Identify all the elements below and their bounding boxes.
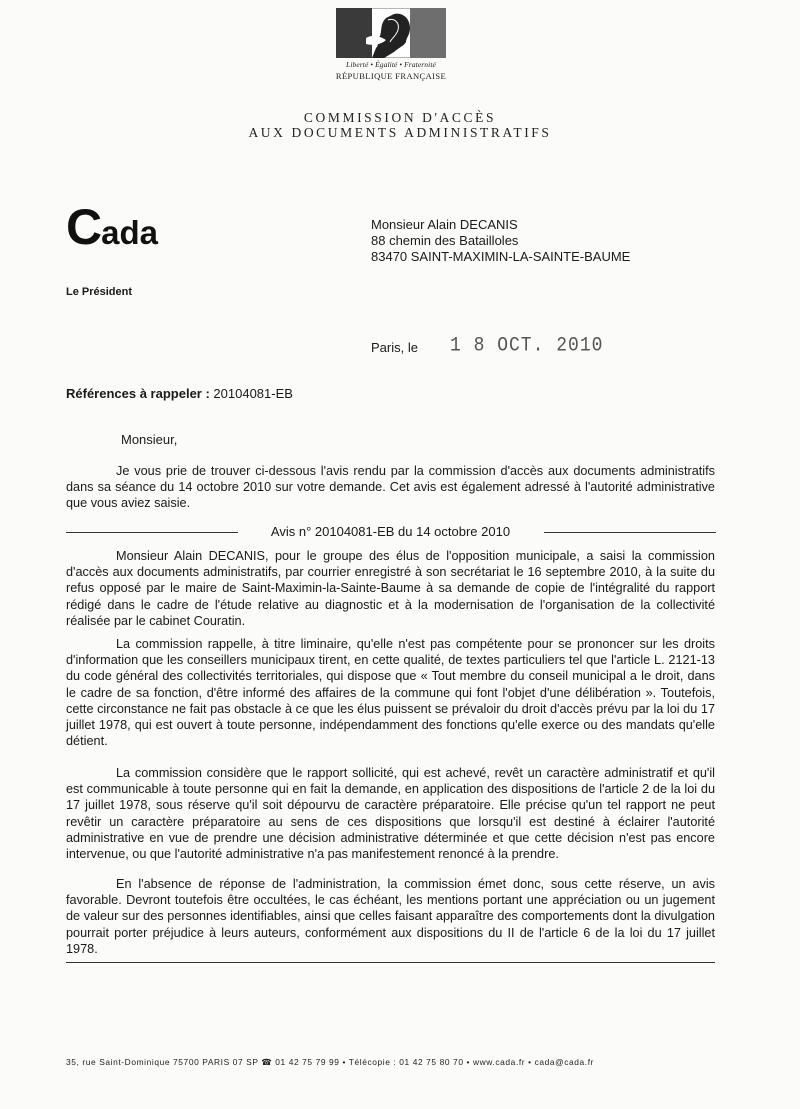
footer-web: • www.cada.fr <box>466 1057 526 1067</box>
avis-rule-right <box>544 532 716 533</box>
place-label: Paris, le <box>371 340 418 355</box>
bottom-divider <box>66 962 715 963</box>
republic-name: RÉPUBLIQUE FRANÇAISE <box>335 71 447 81</box>
body-paragraph: En l'absence de réponse de l'administration, la commission émet donc, sous cette réserve, un avis favorable. Devront toutefois être occultées, le cas échéant, les mentions portant une appréciation ou un jugement de valeur sur des personnes identifiables, ainsi que celles faisant apparaître des comportements dont la divulgation pourrait porter préjudice à leurs auteurs, conformément aux dispositions du II de l'article 6 de la loi du 17 juillet 1978. <box>66 877 715 956</box>
footer-address: 35, rue Saint-Dominique 75700 PARIS 07 SP <box>66 1057 259 1067</box>
commission-name-line2: AUX DOCUMENTS ADMINISTRATIFS <box>248 125 552 140</box>
sender-title: Le Président <box>66 286 133 298</box>
marianne-logo <box>336 8 446 58</box>
republic-motto: Liberté • Égalité • Fraternité <box>346 60 436 69</box>
cada-logo-c: C <box>66 199 103 255</box>
footer-phone: ☎ 01 42 75 79 99 <box>261 1057 340 1067</box>
body-paragraph: Monsieur Alain DECANIS, pour le groupe des élus de l'opposition municipale, a saisi la commission d'accès aux documents administratifs, par courrier enregistré à son secrétariat le 16 septembre 2010, à la suite du refus opposé par le maire de Saint-Maximin-la-Sainte-Baume à sa demande de copie de l'intégralité du rapport rédigé dans le cadre de l'étude relative au diagnostic et à la modernisation de l'organisation de la collectivité réalisée par le cabinet Couratin. <box>66 549 715 628</box>
body-paragraph: La commission considère que le rapport sollicité, qui est achevé, revêt un caractère administratif et qu'il est communicable à toute personne qui en fait la demande, en application des dispositions de l'article 2 de la loi du 17 juillet 1978, sous réserve qu'il soit dépourvu de caractère préparatoire. Elle précise qu'un tel rapport ne peut revêtir un caractère préparatoire au sens de ces dispositions que lorsqu'il est destiné à éclairer l'autorité administrative en vue de prendre une décision administrative déterminée et que cette décision n'est pas encore intervenue, ou que l'autorité administrative n'a pas manifestement renoncé à la prendre. <box>66 766 715 862</box>
recipient-city: 83470 SAINT-MAXIMIN-LA-SAINTE-BAUME <box>371 249 631 264</box>
footer-email: • cada@cada.fr <box>528 1057 595 1067</box>
intro-paragraph: Je vous prie de trouver ci-dessous l'avis rendu par la commission d'accès aux documents administratifs dans sa séance du 14 octobre 2010 sur votre demande. Cet avis est également adressé à l'autorité administrative que vous aviez saisie. <box>66 464 715 511</box>
recipient-street: 88 chemin des Batailloles <box>371 233 519 248</box>
date-stamp: 1 8 OCT. 2010 <box>450 334 604 358</box>
references <box>66 386 293 401</box>
cada-logo-rest: ada <box>101 214 158 251</box>
recipient-name: Monsieur Alain DECANIS <box>371 217 518 232</box>
recipient-address <box>371 217 630 265</box>
avis-title: Avis n° 20104081-EB du 14 octobre 2010 <box>270 524 511 539</box>
footer-fax: • Télécopie : 01 42 75 80 70 <box>342 1057 464 1067</box>
cada-logo <box>66 199 158 255</box>
references-label: Références à rappeler : <box>66 386 210 401</box>
avis-heading <box>66 524 715 540</box>
references-value: 20104081-EB <box>213 386 293 401</box>
greeting: Monsieur, <box>121 432 178 447</box>
marianne-header <box>333 8 449 88</box>
footer-contact <box>66 1057 715 1067</box>
body-paragraph: La commission rappelle, à titre liminaire, qu'elle n'est pas compétente pour se prononcer sur les droits d'information que les conseillers municipaux tirent, en cette qualité, de textes particuliers tel que l'article L. 2121-13 du code général des collectivités territoriales, qui dispose que « Tout membre du conseil municipal a le droit, dans le cadre de sa fonction, d'être informé des affaires de la commune qui font l'objet d'une délibération ». Toutefois, cette circonstance ne fait pas obstacle à ce que les élus puissent se prévaloir du droit d'accès prévu par la loi du 17 juillet 1978, qui est ouvert à toute personne, indépendamment des fonctions qu'elle exerce ou des mandats qu'elle détient. <box>66 637 715 749</box>
commission-name-line1: COMMISSION D'ACCÈS <box>303 110 497 125</box>
